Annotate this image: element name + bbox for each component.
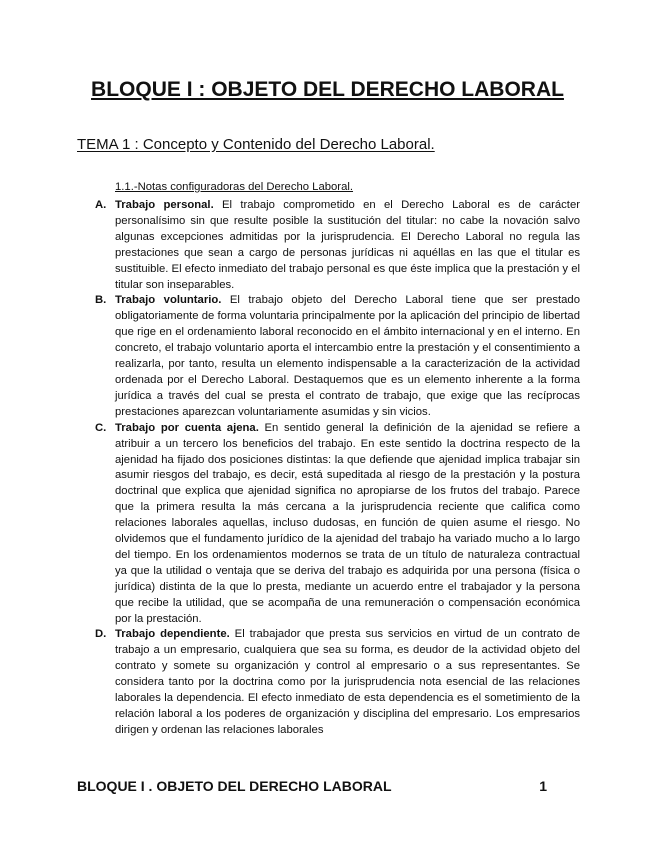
page-footer	[77, 778, 547, 794]
document-title: BLOQUE I : OBJETO DEL DERECHO LABORAL	[91, 78, 564, 101]
list-item-text: En sentido general la definición de la ajenidad se refiere a atribuir a un tercero los beneficios del trabajo. En este sentido la doctrina respecto de la ajenidad ha fijado dos posiciones distintas: la que defiende que ajenidad implica trabajar sin asumir riesgos del trabajo, es decir, está supeditada al riesgo de la prestación y la postura doctrinal que explica que ajenidad significa no apropiarse de los frutos del trabajo. Parece que la primera resulta la más cercana a la jurisprudencia reciente que califica como relaciones laborales aquellas, incluso dudosas, en función de quien asume el riesgo. No olvidemos que el fundamento jurídico de la ajenidad del trabajo ha variado mucho a lo largo del tiempo. En los ordenamientos modernos se trata de un título de naturaleza contractual ya que la utilidad o ventaja que se deriva del trabajo es adquirida por una persona (física o jurídica) distinta de la que lo presta, mediante un acuerdo entre el trabajador y la persona que recibe la utilidad, que se acompaña de una remuneración o compensación económica por la prestación.	[115, 421, 581, 625]
list-item-letter: D.	[95, 628, 107, 641]
list-item-text: El trabajo objeto del Derecho Laboral tiene que ser prestado obligatoriamente de forma voluntaria principalmente por la aplicación del principio de libertad que rige en el ordenamiento laboral reconocido en el ámbito internacional y en el interno. En concreto, el trabajo voluntario aporta el intercambio entre la prestación y el consentimiento a realizarla, por tanto, resulta un elemento indispensable a la caracterización de la actividad ordenada por el Derecho Laboral. Destaquemos que es un elemento inherente a la forma jurídica a través del cual se presta el contrato de trabajo, que exige que las recíprocas prestaciones aparezcan voluntariamente asumidas y sin vicios.	[115, 294, 581, 418]
footer-label: BLOQUE I . OBJETO DEL DERECHO LABORAL	[77, 778, 392, 794]
list-item	[95, 293, 580, 420]
list-item-heading: Trabajo por cuenta ajena.	[115, 421, 259, 434]
page-number: 1	[539, 778, 547, 794]
list-item	[95, 198, 580, 293]
list-item-text: El trabajo comprometido en el Derecho Laboral es de carácter personalísimo sin que resulte posible la sustitución del titular: no cabe la novación salvo algunas excepciones admitidas por la jurisprudencia. El Derecho Laboral no regula las prestaciones que sean a cargo de personas jurídicas ni aquéllas en las que el titular es sustituible. El efecto inmediato del trabajo personal es que éste implica que la prestación y el titular son inseparables.	[115, 199, 580, 291]
tema-heading: TEMA 1 : Concepto y Contenido del Derecho Laboral.	[77, 136, 435, 153]
list-item-letter: B.	[95, 294, 107, 307]
list-item-letter: A.	[95, 199, 107, 211]
list-item	[95, 421, 580, 628]
list-item-heading: Trabajo voluntario.	[115, 294, 222, 307]
list-item-letter: C.	[95, 421, 107, 434]
notes-list	[95, 198, 580, 739]
section-heading: 1.1.-Notas configuradoras del Derecho Laboral.	[115, 181, 354, 193]
list-item-text: El trabajador que presta sus servicios en virtud de un contrato de trabajo a un empresario, cualquiera que sea su forma, es deudor de la actividad objeto del contrato y somete su organización y control al empresario o a sus representantes. Se considera tanto por la doctrina como por la jurisprudencia nota esencial de las relaciones laborales la dependencia. El efecto inmediato de esta dependencia es el sometimiento de la relación laboral a los poderes de organización y disciplina del empresario. Los empresarios dirigen y ordenan las relaciones laborales	[115, 628, 580, 736]
list-item-heading: Trabajo dependiente.	[115, 628, 230, 641]
list-item-heading: Trabajo personal.	[115, 199, 214, 211]
list-item	[95, 627, 580, 738]
